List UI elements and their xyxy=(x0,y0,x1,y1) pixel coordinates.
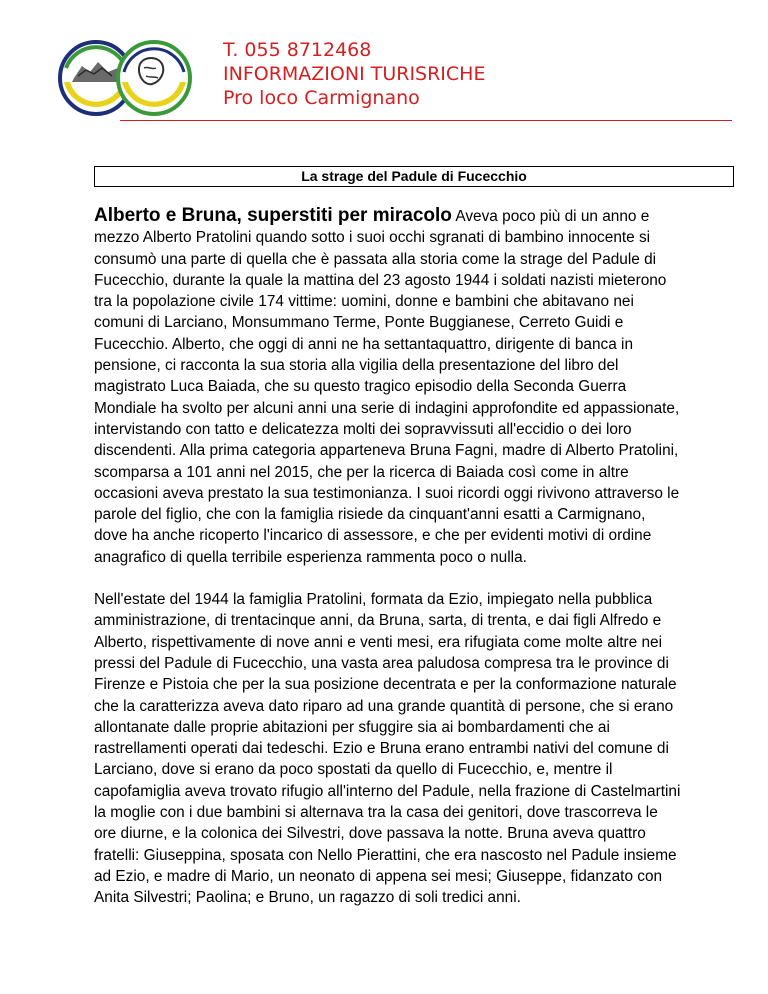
organization-name: Pro loco Carmignano xyxy=(223,87,420,109)
article-body xyxy=(94,205,682,930)
logo-right-emblem xyxy=(118,42,190,114)
pro-loco-logo xyxy=(56,38,196,118)
paragraph-1 xyxy=(94,205,682,568)
header-divider xyxy=(120,120,732,121)
paragraph-2: Nell'estate del 1944 la famiglia Pratolini, formata da Ezio, impiegato nella pubblica amministrazione, di trentacinque anni, da Bruna, sarta, di trenta, e dai figli Alfredo e Alberto, rispettivamente di nove anni e venti mesi, era rifugiata come molte altre nei pressi del Padule di Fucecchio, una vasta area paludosa compresa tra le province di Firenze e Pistoia che per la sua posizione decentrata e per la conformazione naturale che la caratterizza aveva dato riparo ad una grande quantità di persone, che si erano allontanate dalle proprie abitazioni per sfuggire sia ai bombardamenti che ai rastrellamenti operati dai tedeschi. Ezio e Bruna erano entrambi nativi del comune di Larciano, dove si erano da poco spostati da quello di Fucecchio, e, mentre il capofamiglia aveva trovato rifugio all'interno del Padule, nella frazione di Castelmartini la moglie con i due bambini si alternava tra la casa dei genitori, dove trascorreva le ore diurne, e la colonica dei Silvestri, dove passava la notte. Bruna aveva quattro fratelli: Giuseppina, sposata con Nello Pierattini, che era nascosto nel Padule insieme ad Ezio, e madre di Mario, un neonato di appena sei mesi; Giuseppe, fidanzato con Anita Silvestri; Paolina; e Bruno, un ragazzo di soli tredici anni. xyxy=(94,591,681,907)
contact-header xyxy=(223,38,485,110)
paragraph-1-text: Aveva poco più di un anno e mezzo Alberto Pratolini quando sotto i suoi occhi sgranati di bambino innocente si consumò una parte di quella che è passata alla storia come la strage del Padule di Fucecchio, durante la quale la mattina del 23 agosto 1944 i soldati nazisti mieterono tra la popolazione civile 174 vittime: uomini, donne e bambini che abitavano nei comuni di Larciano, Monsummano Terme, Ponte Buggianese, Cerreto Guidi e Fucecchio. Alberto, che oggi di anni ne ha settantaquattro, dirigente di banca in pensione, ci racconta la sua storia alla vigilia della presentazione del libro del magistrato Luca Baiada, che su questo tragico episodio della Seconda Guerra Mondiale ha svolto per alcuni anni una serie di indagini approfondite ed appassionate, intervistando con tatto e delicatezza molti dei sopravvissuti all'eccidio o dei loro discendenti. Alla prima categoria apparteneva Bruna Fagni, madre di Alberto Pratolini, scomparsa a 101 anni nel 2015, che per la ricerca di Baiada così come in altre occasioni aveva prestato la sua testimonianza. I suoi ricordi oggi rivivono attraverso le parole del figlio, che con la famiglia risiede da cinquant'anni esatti a Carmignano, dove ha anche ricoperto l'incarico di assessore, e che per evidenti motivi di ordine anagrafico di quella terribile esperienza rammenta poco o nulla. xyxy=(94,208,680,566)
phone-number: T. 055 8712468 xyxy=(223,39,372,61)
section-title: La strage del Padule di Fucecchio xyxy=(94,166,734,187)
info-label: INFORMAZIONI TURISRICHE xyxy=(223,63,486,85)
article-headline: Alberto e Bruna, superstiti per miracolo xyxy=(94,205,452,226)
